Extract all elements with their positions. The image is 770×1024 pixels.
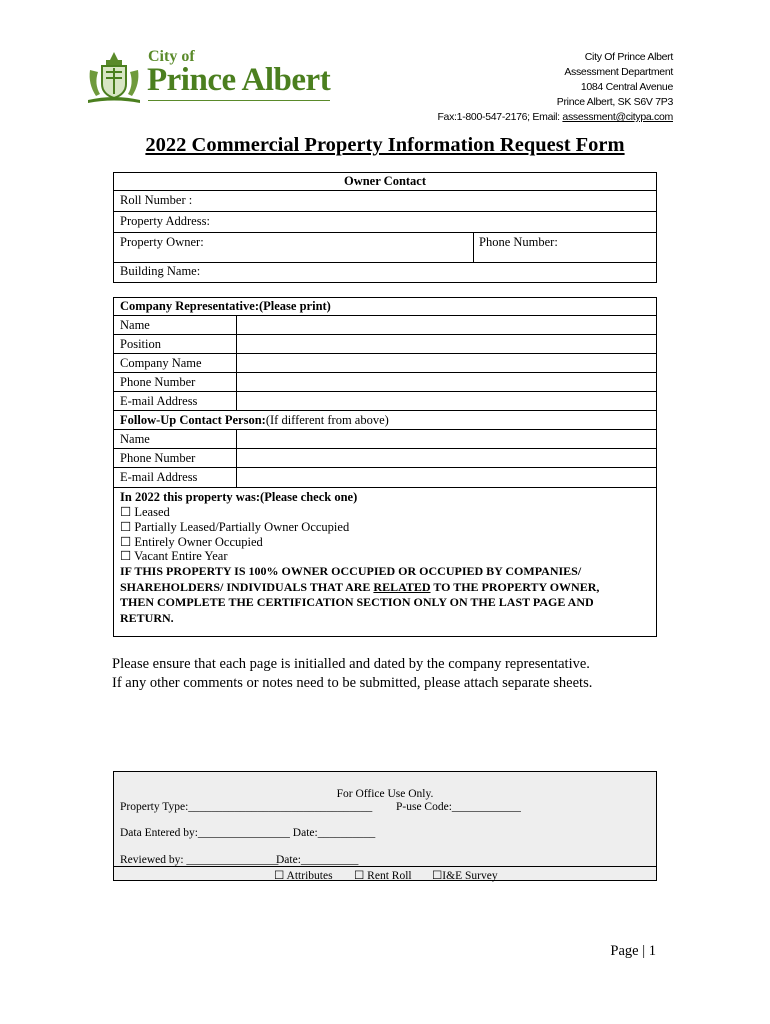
followup-name-input[interactable] [237, 430, 656, 448]
checkbox-icon[interactable]: ☐ [120, 520, 132, 534]
logo-name-text: Prince Albert [147, 62, 331, 98]
company-rep-heading: Company Representative:(Please print) [120, 299, 331, 313]
puse-code-field[interactable]: P-use Code:____________ [396, 801, 521, 813]
reviewed-by-field[interactable]: Reviewed by: ________________ [120, 854, 279, 866]
review-date-field[interactable]: Date:__________ [276, 854, 359, 866]
rep-company-label: Company Name [120, 356, 202, 370]
checkbox-icon[interactable]: ☐ [120, 549, 132, 563]
rep-phone-label: Phone Number [120, 375, 196, 389]
note-line: If any other comments or notes need to be submitted, please attach separate sheets. [112, 675, 593, 691]
address-line: Assessment Department [564, 66, 673, 78]
office-use-heading: For Office Use Only. [336, 788, 434, 800]
address-line: City Of Prince Albert [584, 51, 673, 63]
owner-contact-heading: Owner Contact [343, 174, 427, 188]
phone-number-field[interactable]: Phone Number: [479, 235, 558, 249]
followup-name-label: Name [120, 432, 150, 446]
rep-name-input[interactable] [237, 316, 656, 334]
fax-text: Fax:1-800-547-2176; Email: [437, 111, 563, 123]
followup-email-input[interactable] [237, 468, 656, 487]
rent-roll-checkbox[interactable]: ☐ Rent Roll [354, 870, 412, 882]
data-entered-field[interactable]: Data Entered by:________________ Date:__________ [120, 827, 376, 839]
rep-company-input[interactable] [237, 354, 656, 372]
department-address [437, 50, 673, 125]
followup-phone-input[interactable] [237, 449, 656, 467]
option-leased[interactable]: ☐ Leased [120, 505, 170, 519]
related-owner-warning: IF THIS PROPERTY IS 100% OWNER OCCUPIED OR OCCUPIED BY COMPANIES/ SHAREHOLDERS/ INDIVIDUALS THAT ARE RELATED TO THE PROPERTY OWNER, THEN COMPLETE THE CERTIFICATION SECTION ONLY ON THE LAST PAGE AND RETURN. [120, 564, 600, 625]
form-title: 2022 Commercial Property Information Request Form [145, 134, 625, 156]
address-line: 1084 Central Avenue [580, 81, 673, 93]
city-logo [86, 46, 336, 104]
property-status-heading: In 2022 this property was:(Please check one) [120, 490, 358, 504]
property-address-field[interactable]: Property Address: [120, 214, 210, 228]
address-line: Prince Albert, SK S6V 7P3 [556, 96, 673, 108]
contact-line [437, 110, 673, 125]
followup-email-label: E-mail Address [120, 470, 198, 484]
property-type-field[interactable]: Property Type:________________________________ [120, 801, 373, 813]
followup-heading: Follow-Up Contact Person:(If different from above) [120, 413, 389, 427]
logo-city-text: City of [148, 48, 195, 65]
coat-of-arms-icon [86, 50, 142, 104]
rep-position-label: Position [120, 337, 161, 351]
property-owner-field[interactable]: Property Owner: [120, 235, 204, 249]
rep-position-input[interactable] [237, 335, 656, 353]
building-name-field[interactable]: Building Name: [120, 264, 201, 278]
checkbox-icon[interactable]: ☐ [120, 505, 132, 519]
option-vacant[interactable]: ☐ Vacant Entire Year [120, 549, 228, 563]
rep-name-label: Name [120, 318, 150, 332]
note-line: Please ensure that each page is initialled and dated by the company representative. [112, 656, 590, 672]
email-link[interactable]: assessment@citypa.com [562, 111, 673, 123]
rep-email-label: E-mail Address [120, 394, 198, 408]
rep-email-input[interactable] [237, 392, 656, 410]
office-use-box [113, 771, 657, 881]
owner-contact-table [113, 172, 657, 283]
logo-underline [148, 100, 330, 101]
submission-notes [112, 655, 592, 693]
page-number: Page | 1 [610, 943, 656, 959]
followup-phone-label: Phone Number [120, 451, 196, 465]
checkbox-icon[interactable]: ☐ [120, 535, 132, 549]
company-representative-table [113, 297, 657, 637]
option-partially-leased[interactable]: ☐ Partially Leased/Partially Owner Occupied [120, 520, 350, 534]
ie-survey-checkbox[interactable]: ☐I&E Survey [432, 870, 498, 882]
attributes-checkbox[interactable]: ☐ Attributes [274, 870, 333, 882]
roll-number-field[interactable]: Roll Number : [120, 193, 193, 207]
rep-phone-input[interactable] [237, 373, 656, 391]
option-owner-occupied[interactable]: ☐ Entirely Owner Occupied [120, 535, 263, 549]
